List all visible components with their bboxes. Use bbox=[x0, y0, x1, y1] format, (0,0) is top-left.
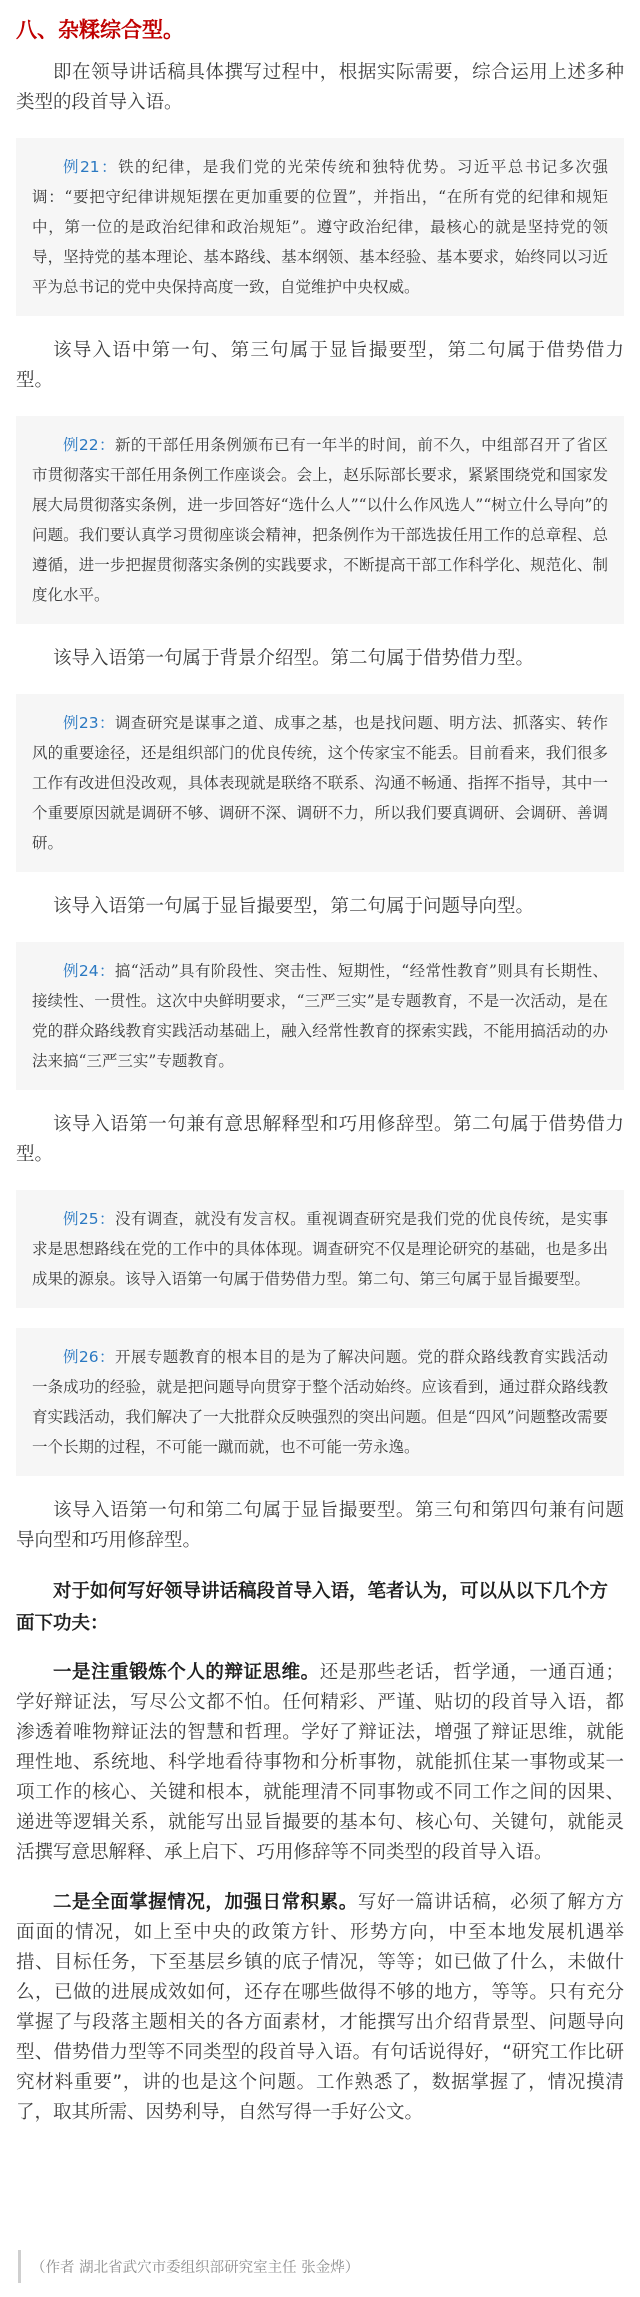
example-label: 例22： bbox=[63, 436, 115, 454]
point-paragraph-2 bbox=[16, 1888, 624, 2128]
example-block-23 bbox=[16, 694, 624, 872]
author-credit bbox=[0, 2250, 640, 2283]
example-label: 例26： bbox=[63, 1348, 115, 1366]
example-block-24 bbox=[16, 942, 624, 1090]
point-heading: 二是全面掌握情况，加强日常积累。 bbox=[53, 1892, 358, 1913]
example-block-21 bbox=[16, 138, 624, 316]
point-text: 写好一篇讲话稿，必须了解方方面面的情况，如上至中央的政策方针、形势方向，中至本地发展机遇举措、目标任务，下至基层乡镇的底子情况，等等；如已做了什么，未做什么，已做的进展成效如何，还存在哪些做得不够的地方，等等。只有充分掌握了与段落主题相关的各方面素材，才能撰写出介绍背景型、问题导向型、借势借力型等不同类型的段首导入语。有句话说得好，“研究工作比研究材料重要”，讲的也是这个问题。工作熟悉了，数据掌握了，情况摸清了，取其所需、因势利导，自然写得一手好公文。 bbox=[16, 1892, 624, 2123]
lead-paragraph: 对于如何写好领导讲话稿段首导入语，笔者认为，可以从以下几个方面下功夫： bbox=[16, 1581, 609, 1634]
point-text: 还是那些老话，哲学通，一通百通；学好辩证法，写尽公文都不怕。任何精彩、严谨、贴切的段首导入语，都渗透着唯物辩证法的智慧和哲理。学好了辩证法，增强了辩证思维，就能理性地、系统地、科学地看待事物和分析事物，就能抓住某一事物或某一项工作的核心、关键和根本，就能理清不同事物或不同工作之间的因果、递进等逻辑关系，就能写出显旨撮要的基本句、核心句、关键句，就能灵活撰写意思解释、承上启下、巧用修辞等不同类型的段首导入语。 bbox=[16, 1662, 624, 1863]
point-paragraph-1 bbox=[16, 1658, 624, 1868]
intro-paragraph: 即在领导讲话稿具体撰写过程中，根据实际需要，综合运用上述多种类型的段首导入语。 bbox=[16, 62, 624, 113]
example-text: 搞“活动”具有阶段性、突击性、短期性，“经常性教育”则具有长期性、接续性、一贯性。这次中央鲜明要求，“三严三实”是专题教育，不是一次活动，是在党的群众路线教育实践活动基础上，融入经常性教育的探索实践，不能用搞活动的办法来搞“三严三实”专题教育。 bbox=[32, 962, 608, 1070]
section-title: 八、杂糅综合型。 bbox=[16, 18, 184, 42]
example-block-25 bbox=[16, 1190, 624, 1308]
example-label: 例25： bbox=[63, 1210, 115, 1228]
example-analysis: 该导入语中第一句、第三句属于显旨撮要型，第二句属于借势借力型。 bbox=[16, 340, 624, 391]
example-label: 例24： bbox=[63, 962, 115, 980]
example-analysis: 该导入语第一句属于背景介绍型。第二句属于借势借力型。 bbox=[53, 648, 535, 669]
example-block-26 bbox=[16, 1328, 624, 1476]
example-label: 例21： bbox=[63, 158, 119, 176]
example-text: 开展专题教育的根本目的是为了解决问题。党的群众路线教育实践活动一条成功的经验，就是把问题导向贯穿于整个活动始终。应该看到，通过群众路线教育实践活动，我们解决了一大批群众反映强烈的突出问题。但是“四风”问题整改需要一个长期的过程，不可能一蹴而就，也不可能一劳永逸。 bbox=[32, 1348, 608, 1456]
example-analysis: 该导入语第一句属于显旨撮要型，第二句属于问题导向型。 bbox=[53, 896, 535, 917]
example-block-22 bbox=[16, 416, 624, 624]
example-text: 没有调查，就没有发言权。重视调查研究是我们党的优良传统，是实事求是思想路线在党的工作中的具体体现。调查研究不仅是理论研究的基础，也是多出成果的源泉。该导入语第一句属于借势借力型。第二句、第三句属于显旨撮要型。 bbox=[32, 1210, 608, 1288]
example-text: 调查研究是谋事之道、成事之基，也是找问题、明方法、抓落实、转作风的重要途径，还是组织部门的优良传统，这个传家宝不能丢。目前看来，我们很多工作有改进但没改观，具体表现就是联络不联系、沟通不畅通、指挥不指导，其中一个重要原因就是调研不够、调研不深、调研不力，所以我们要真调研、会调研、善调研。 bbox=[32, 714, 608, 852]
point-heading: 一是注重锻炼个人的辩证思维。 bbox=[53, 1662, 320, 1683]
example-text: 铁的纪律，是我们党的光荣传统和独特优势。习近平总书记多次强调：“要把守纪律讲规矩摆在更加重要的位置”，并指出，“在所有党的纪律和规矩中，第一位的是政治纪律和政治规矩”。遵守政治纪律，最核心的就是坚持党的领导，坚持党的基本理论、基本路线、基本纲领、基本经验、基本要求，始终同以习近平为总书记的党中央保持高度一致，自觉维护中央权威。 bbox=[32, 158, 608, 296]
example-text: 新的干部任用条例颁布已有一年半的时间，前不久，中组部召开了省区市贯彻落实干部任用条例工作座谈会。会上，赵乐际部长要求，紧紧围绕党和国家发展大局贯彻落实条例，进一步回答好“选什么人”“以什么作风选人”“树立什么导向”的问题。我们要认真学习贯彻座谈会精神，把条例作为干部选拔任用工作的总章程、总遵循，进一步把握贯彻落实条例的实践要求，不断提高干部工作科学化、规范化、制度化水平。 bbox=[32, 436, 608, 604]
author-line: （作者 湖北省武穴市委组织部研究室主任 张金烨） bbox=[18, 2250, 624, 2283]
example-analysis: 该导入语第一句兼有意思解释型和巧用修辞型。第二句属于借势借力型。 bbox=[16, 1114, 624, 1165]
example-label: 例23： bbox=[63, 714, 115, 732]
example-analysis: 该导入语第一句和第二句属于显旨撮要型。第三句和第四句兼有问题导向型和巧用修辞型。 bbox=[16, 1500, 624, 1551]
